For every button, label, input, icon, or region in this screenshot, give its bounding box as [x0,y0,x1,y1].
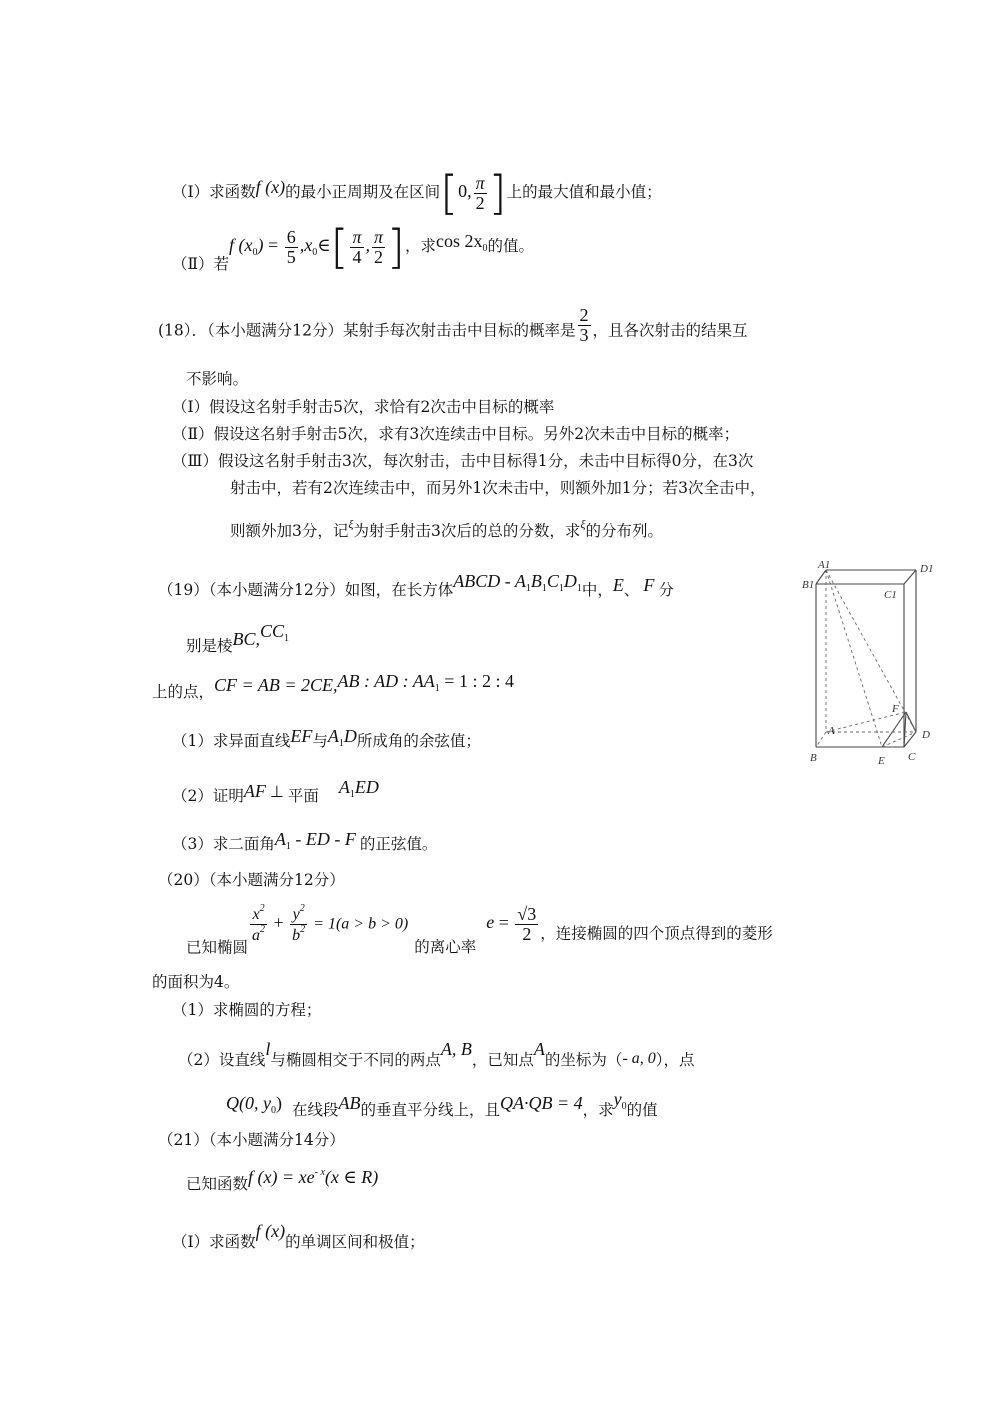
q17-part1-end: 上的最大值和最小值； [506,183,662,201]
q17-part2-end: 的值。 [487,237,535,255]
label-c: C [908,751,916,763]
frac-6-5: $\frac{6}{5}$ [286,226,296,267]
q21-head: （21）（本小题满分14分） [158,1131,345,1149]
label-b1: B1 [802,579,815,591]
q20-part2: （2）设直线l与椭圆相交于不同的两点A, B，已知点A的坐标为（- a, 0），点 [178,1039,695,1069]
xi-symbol: ξ [348,517,354,531]
q18-part2: （Ⅱ）假设这名射手射击5次，求有3次连续击中目标。另外2次未击中目标的概率； [172,425,740,443]
q20-line1: 已知椭圆 $\frac{x^2}{a^2}$ + $\frac{y^2}{b^2}$ = 1(a > b > 0)的离心率e = $\frac{√3}{2}$ ，连接椭圆的四个顶点得到的菱形 [186,903,773,957]
box-name: ABCD - $A_1B_1C_1D_1$ [453,571,582,594]
q20-part3: Q(0, $y_0$) 在线段AB的垂直平分线上，且QA·QB = 4，求$y_0$的值 [226,1089,658,1119]
q20-head: （20）（本小题满分12分） [158,871,345,889]
label-a: A [828,725,835,737]
q18-head-end: ，且各次射击的结果互 [592,321,748,340]
q18-head [158,306,748,345]
frac-y2-b2: $\frac{y^2}{b^2}$ [292,903,306,944]
fx: f (x) [255,177,286,197]
q17-part1-label: （Ⅰ）求函数 [172,183,256,201]
label-e: E [878,755,885,767]
q18-cont: 不影响。 [186,370,249,388]
cuboid-figure [796,552,946,777]
label-a1: A1 [818,559,831,571]
bracket-right: ] [488,166,507,220]
q19-part1: （1）求异面直线EF与$A_1D$所成角的余弦值； [172,726,481,750]
q17-part1 [172,166,662,220]
cc1: $CC_1$ [260,621,290,644]
frac-x2-a2: $\frac{x^2}{a^2}$ [252,903,266,944]
frac-pi-4: $\frac{\pi}{4}$ [352,226,362,267]
frac-pi-2: $\frac{\pi}{2}$ [475,172,485,213]
ratio: AB : AD : $AA_1 = 1$ : 2 : 4 [337,671,514,694]
label-b: B [810,752,817,764]
q18-part3-line2: 射击中，若有2次连续击中，而另外1次未击中，则额外加1分；若3次全击中， [230,479,766,497]
cos-2x0: $\cos 2x_0$ [436,231,488,254]
q19-line3: 上的点，CF = AB = 2CE,AB : AD : $AA_1 = 1$ : 2 : 4 [152,671,514,701]
q17-part1-mid: 的最小正周期及在区间 [285,183,441,201]
bracket-left: [ [440,166,459,220]
xi-symbol-2: ξ [580,517,586,531]
y0: $y_0$ [613,1089,627,1112]
q19-part3: （3）求二面角$A_1$ - ED - F 的正弦值。 [172,829,438,853]
q17-part2-label: （Ⅱ）若 [172,255,230,273]
f-x0: f $(x_0)$ [229,235,264,258]
q21-line1: 已知函数f $(x) = xe^{- x}(x$ ∈ R) [186,1167,379,1193]
q-point: Q(0, $y_0$) [226,1093,282,1116]
q17-part2: （Ⅱ）若f $(x_0)$ = $\frac{6}{5}$ $,x_0\in$[ $\frac{\pi}{4}$ , $\frac{\pi}{2}$ ]，求$\cos 2x_0$的值。 [172,220,535,274]
label-c1: C1 [884,589,897,601]
q19-line2: 别是棱$BC,CC_1$ [186,621,290,655]
q20-line2: 的面积为4。 [152,973,240,991]
q18-part3-line3: 则额外加3分，记$^\xi$为射手射击3次后的总的分数，求$^\xi$的分布列。 [230,517,664,540]
label-d1: D1 [920,563,934,575]
q19-head: （19）（本小题满分12分）如图，在长方体ABCD - $A_1B_1C_1D_1$中，E、 F 分 [158,571,674,599]
q21-part1: （Ⅰ）求函数f (x)的单调区间和极值； [172,1221,425,1251]
q18-part3-line1: （Ⅲ）假设这名射手射击3次，每次射击，击中目标得1分，未击中目标得0分，在3次 [172,452,754,470]
interval-start: 0, [458,181,472,201]
q20-part1: （1）求椭圆的方程； [172,1001,322,1019]
f-def: f $(x) = xe^{- x}(x$ ∈ R) [248,1167,379,1187]
q17-part2-mid: ，求 [404,237,436,255]
frac-pi-2b: $\frac{\pi}{2}$ [374,226,384,267]
frac-sqrt3-2: $\frac{√3}{2}$ [517,903,537,944]
q19-part2: （2）证明AF ⊥ 平面 $A_1ED$ [172,777,379,805]
label-d: D [922,729,930,741]
q18-part1: （Ⅰ）假设这名射手射击5次，求恰有2次击中目标的概率 [172,398,555,416]
label-f: F [892,703,899,715]
q18-head-text: (18）．（本小题满分12分）某射手每次射击击中目标的概率是 [158,321,576,340]
frac-2-3: $\frac{2}{3}$ [579,305,589,345]
